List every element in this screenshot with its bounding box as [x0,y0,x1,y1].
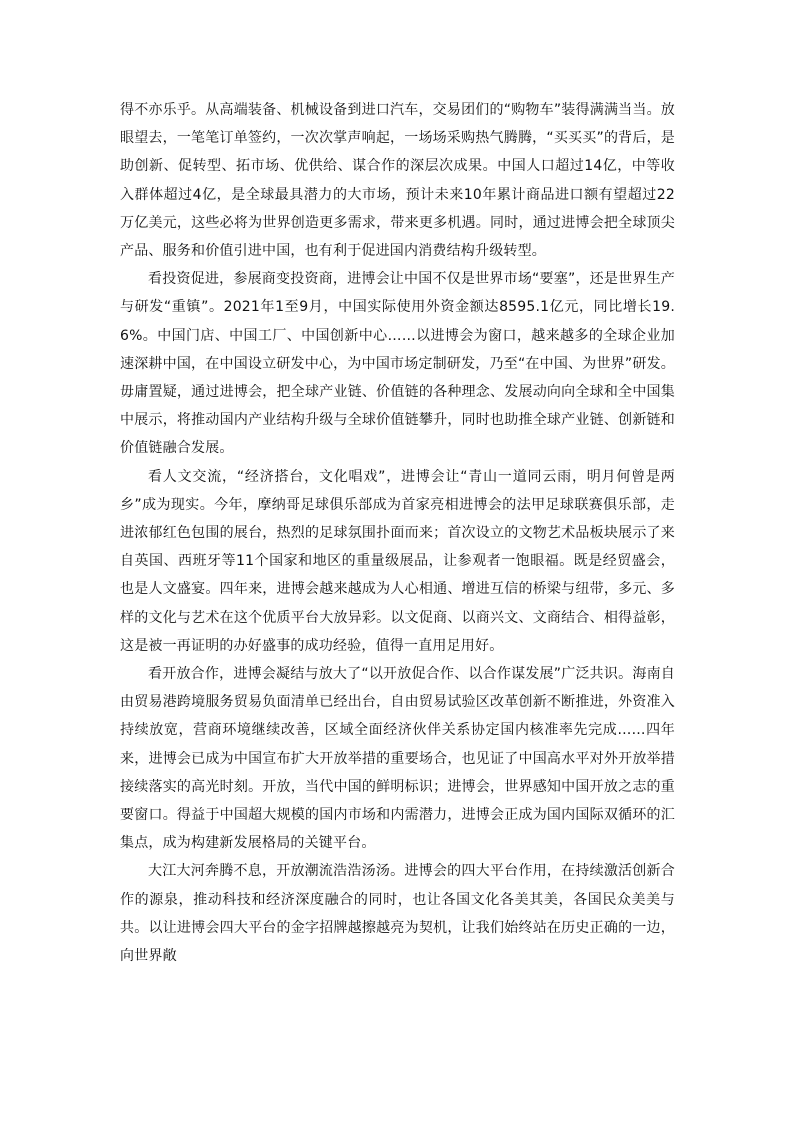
paragraph-conclusion: 大江大河奔腾不息，开放潮流浩浩汤汤。进博会的四大平台作用，在持续激活创新合作的源泉，推动科技和经济深度融合的同时，也让各国文化各美其美，各国民众美美与共。以让进博会四大平台的金字招牌越擦越亮为契机，让我们始终站在历史正确的一边，向世界敞 [120,863,675,965]
paragraph-continued: 得不亦乐乎。从高端装备、机械设备到进口汽车，交易团们的“购物车”装得满满当当。放眼望去，一笔笔订单签约，一次次掌声响起，一场场采购热气腾腾，“买买买”的背后，是助创新、促转型、拓市场、优供给、谋合作的深层次成果。中国人口超过14亿，中等收入群体超过4亿，是全球最具潜力的大市场，预计未来10年累计商品进口额有望超过22万亿美元，这些必将为世界创造更多需求，带来更多机遇。同时，通过进博会把全球顶尖产品、服务和价值引进中国，也有利于促进国内消费结构升级转型。 [120,102,675,260]
article-body [120,96,675,970]
paragraph-open-cooperation: 看开放合作，进博会凝结与放大了“以开放促合作、以合作谋发展”广泛共识。海南自由贸易港跨境服务贸易负面清单已经出台，自由贸易试验区改革创新不断推进，外资准入持续放宽，营商环境继续改善，区域全面经济伙伴关系协定国内核准率先完成……四年来，进博会已成为中国宣布扩大开放举措的重要场合，也见证了中国高水平对外开放举措接续落实的高光时刻。开放，当代中国的鲜明标识；进博会，世界感知中国开放之志的重要窗口。得益于中国超大规模的国内市场和内需潜力，进博会正成为国内国际双循环的汇集点，成为构建新发展格局的关键平台。 [120,666,675,852]
paragraph-cultural-exchange: 看人文交流，“经济搭台，文化唱戏”，进博会让“青山一道同云雨，明月何曾是两乡”成为现实。今年，摩纳哥足球俱乐部成为首家亮相进博会的法甲足球联赛俱乐部，走进浓郁红色包围的展台，热烈的足球氛围扑面而来；首次设立的文物艺术品板块展示了来自英国、西班牙等11个国家和地区的重量级展品，让参观者一饱眼福。既是经贸盛会，也是人文盛宴。四年来，进博会越来越成为人心相通、增进互信的桥梁与纽带，多元、多样的文化与艺术在这个优质平台大放异彩。以文促商、以商兴文、文商结合、相得益彰，这是被一再证明的办好盛事的成功经验，值得一直用足用好。 [120,468,675,654]
paragraph-investment: 看投资促进，参展商变投资商，进博会让中国不仅是世界市场“要塞”，还是世界生产与研发“重镇”。2021年1至9月，中国实际使用外资金额达8595.1亿元，同比增长19.6%。中国门店、中国工厂、中国创新中心……以进博会为窗口，越来越多的全球企业加速深耕中国，在中国设立研发中心，为中国市场定制研发，乃至“在中国、为世界”研发。毋庸置疑，通过进博会，把全球产业链、价值链的各种理念、发展动向向全球和全中国集中展示，将推动国内产业结构升级与全球价值链攀升，同时也助推全球产业链、创新链和价值链融合发展。 [120,271,675,457]
